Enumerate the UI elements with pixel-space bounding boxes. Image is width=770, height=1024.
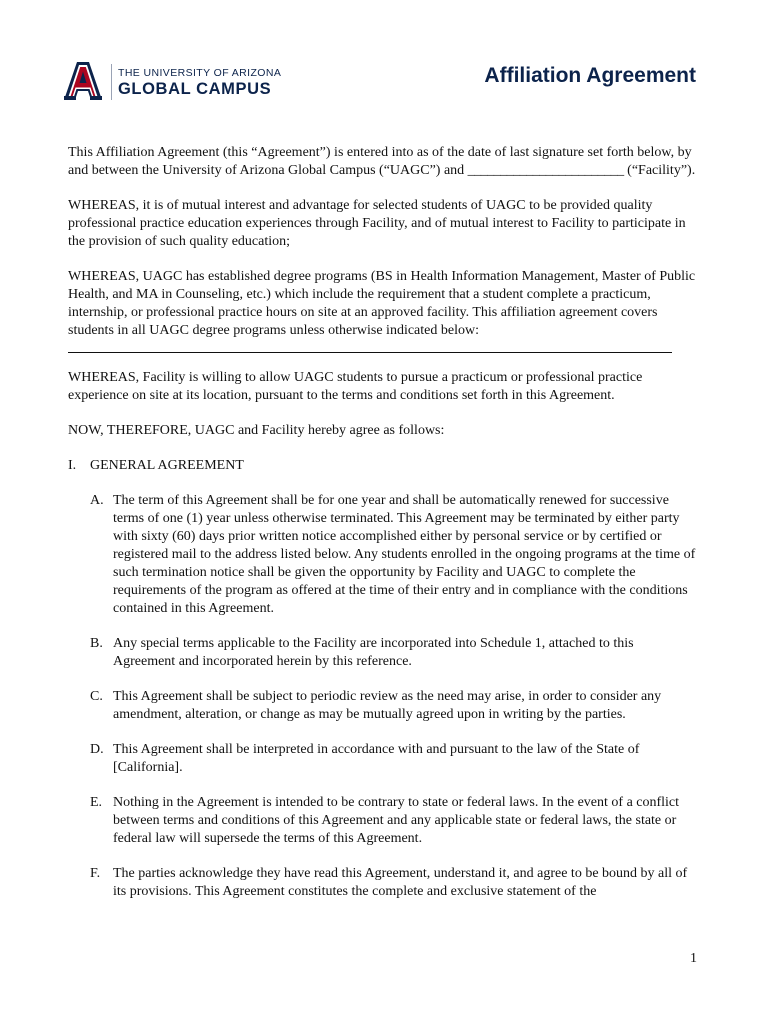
list-item [68,741,696,777]
whereas-paragraph-1: WHEREAS, it is of mutual interest and advantage for selected students of UAGC to be provided quality professional practice education experiences through Facility, and of mutual interest to Facility to participate in the provision of such quality education; [68,198,686,249]
clause-letter: C. [90,689,103,704]
list-item [68,635,696,671]
clause-text: The parties acknowledge they have read this Agreement, understand it, and agree to be bound by all of its provisions. This Agreement constitutes the complete and exclusive statement of the [113,866,688,899]
list-item [68,794,696,848]
clause-text: Any special terms applicable to the Facility are incorporated into Schedule 1, attached to this Agreement and incorporated herein by this reference. [113,636,634,669]
logo-campus-name: GLOBAL CAMPUS [118,80,272,98]
clause-text: Nothing in the Agreement is intended to be contrary to state or federal laws. In the event of a conflict between terms and conditions of this Agreement and any applicable state or federal laws, the state or federal law will supersede the terms of this Agreement. [113,795,680,846]
clause-text: This Agreement shall be interpreted in accordance with and pursuant to the law of the State of [California]. [113,742,640,775]
section-heading [68,457,696,475]
list-item [68,865,696,901]
section-number: I. [68,458,77,473]
now-therefore-paragraph: NOW, THEREFORE, UAGC and Facility hereby agree as follows: [68,423,445,438]
section-title: GENERAL AGREEMENT [90,458,244,473]
intro-text: This Affiliation Agreement (this “Agreement”) is entered into as of the date of last signature set forth below, by and between the University of Arizona Global Campus (“UAGC”) and [68,145,692,178]
clause-letter: A. [90,493,104,508]
clause-letter: E. [90,795,103,810]
page-number: 1 [690,951,697,966]
facility-name-blank: ________________________ [467,163,624,178]
list-item [68,492,696,618]
whereas-paragraph-2: WHEREAS, UAGC has established degree programs (BS in Health Information Management, Master of Public Health, and MA in Counseling, etc.) which include the requirement that a student complete a practicum, internship, or professional practice hours on site at an approved facility. This affiliation agreement covers students in all UAGC degree programs unless otherwise indicated below: [68,269,696,338]
program-line-blank [68,340,672,353]
clause-letter: B. [90,636,103,651]
clause-text: The term of this Agreement shall be for one year and shall be automatically renewed for successive terms of one (1) year unless otherwise terminated. This Agreement may be terminated by either party with sixty (60) days prior written notice accomplished either by personal service or by certified or registered mail to the address listed below. Any students enrolled in the ongoing programs at the time of such termination notice shall be given the opportunity by Facility and UAGC to complete the requirements of the program as offered at the time of their entry and in compliance with the conditions contained in this Agreement. [113,493,696,616]
page-title: Affiliation Agreement [484,64,696,87]
clause-letter: D. [90,742,104,757]
clause-letter: F. [90,866,101,881]
whereas-paragraph-3: WHEREAS, Facility is willing to allow UAGC students to pursue a practicum or professional practice experience on site at its location, pursuant to the terms and conditions set forth in this Agreement. [68,370,643,403]
university-logo-icon [64,62,102,100]
logo-university-name: THE UNIVERSITY OF ARIZONA [118,67,282,79]
agreement-clauses [68,492,696,901]
clause-text: This Agreement shall be subject to periodic review as the need may arise, in order to consider any amendment, alteration, or change as may be mutually agreed upon in writing by the parties. [113,689,662,722]
document-body [68,144,696,918]
intro-paragraph [68,144,696,180]
list-item [68,688,696,724]
logo-divider [111,64,112,100]
document-header [0,0,770,120]
intro-text-end: (“Facility”). [623,163,696,178]
